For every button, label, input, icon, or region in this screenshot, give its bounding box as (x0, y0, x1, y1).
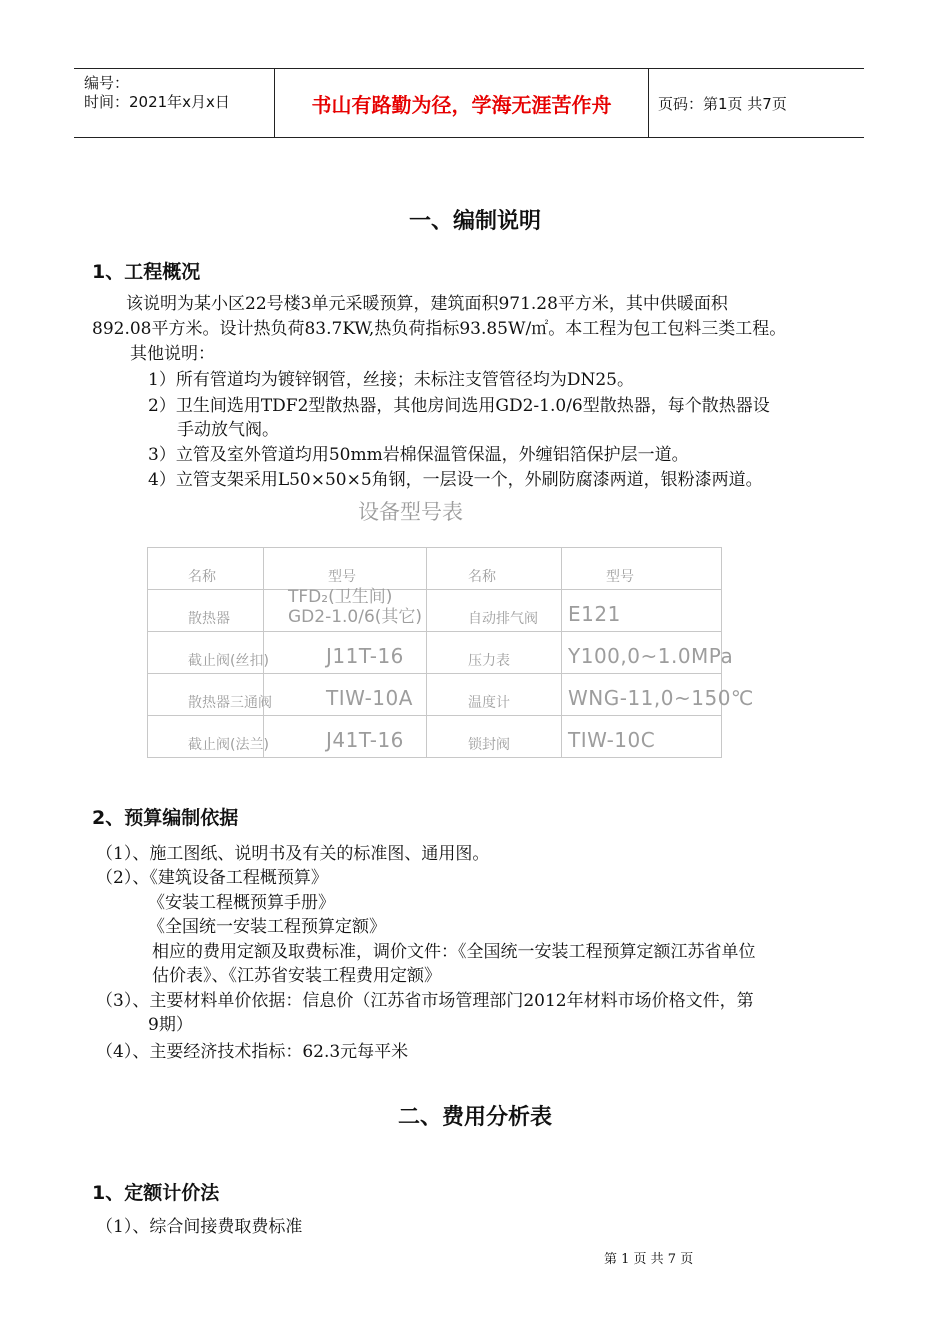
cell-name: 锁封阀 (468, 737, 510, 753)
equipment-table-title: 设备型号表 (358, 500, 463, 524)
subsection-title-quota: 1、定额计价法 (92, 1182, 220, 1204)
cell-model: J41T-16 (326, 728, 404, 752)
cell-name: 散热器 (188, 611, 230, 627)
basis-line: （3）、主要材料单价依据：信息价（江苏省市场管理部门2012年材料市场价格文件，第 (96, 991, 754, 1011)
cell-model: GD2-1.0/6(其它) (288, 607, 423, 627)
cell-model: TIW-10C (568, 728, 656, 752)
note-item-4: 4）立管支架采用L50×50×5角钢，一层设一个，外刷防腐漆两道，银粉漆两道。 (148, 470, 763, 490)
page-footer: 第 1 页 共 7 页 (604, 1252, 694, 1267)
cell-model: E121 (568, 602, 621, 626)
overview-para-line2: 892.08平方米。设计热负荷83.7KW,热负荷指标93.85W/㎡。本工程为包工包料三类工程。 (92, 319, 787, 339)
note-item-2: 2）卫生间选用TDF2型散热器，其他房间选用GD2-1.0/6型散热器，每个散热器设 (148, 396, 770, 416)
basis-line: （1）、施工图纸、说明书及有关的标准图、通用图。 (96, 844, 490, 864)
cell-name: 温度计 (468, 695, 510, 711)
basis-line: 《全国统一安装工程预算定额》 (148, 917, 386, 937)
basis-line: （4）、主要经济技术指标：62.3元每平米 (96, 1042, 409, 1062)
cell-name: 压力表 (468, 653, 510, 669)
quota-line: （1）、综合间接费取费标准 (96, 1217, 303, 1237)
cell-name: 散热器三通阀 (188, 695, 272, 711)
cell-model: WNG-11,0~150℃ (568, 686, 754, 710)
note-item-1: 1）所有管道均为镀锌钢管，丝接；未标注支管管径均为DN25。 (148, 370, 634, 390)
table-row (148, 715, 721, 757)
cell-name: 自动排气阀 (468, 611, 538, 627)
header-cell-model: 型号 (328, 569, 356, 585)
time-label: 时间：2021年x月x日 (84, 93, 230, 111)
header-cell-name: 名称 (188, 569, 216, 585)
table-row (148, 631, 734, 673)
basis-line: 9期） (148, 1015, 193, 1035)
section-title-2: 二、费用分析表 (397, 1105, 552, 1130)
cell-model: TIW-10A (326, 686, 413, 710)
cell-model: TFD₂(卫生间) (288, 587, 393, 607)
header-cell-model: 型号 (606, 569, 634, 585)
other-notes-label: 其他说明： (130, 344, 215, 364)
note-item-2-cont: 手动放气阀。 (177, 420, 279, 440)
basis-line: （2）、《建筑设备工程概预算》 (96, 868, 328, 888)
table-row (148, 673, 754, 715)
table-row (148, 589, 721, 631)
subsection-title-overview: 1、工程概况 (92, 261, 201, 283)
subsection-title-basis: 2、预算编制依据 (92, 807, 239, 829)
document-header (74, 68, 864, 138)
note-item-3: 3）立管及室外管道均用50mm岩棉保温管保温，外缠铝箔保护层一道。 (148, 445, 689, 465)
cell-name: 截止阀(丝扣) (188, 653, 269, 669)
number-label: 编号： (84, 74, 130, 92)
table-header-row (148, 548, 721, 589)
cell-model: J11T-16 (326, 644, 404, 668)
cell-name: 截止阀(法兰) (188, 737, 269, 753)
basis-line: 相应的费用定额及取费标准，调价文件：《全国统一安装工程预算定额江苏省单位 (152, 942, 756, 962)
header-cell-name: 名称 (468, 569, 496, 585)
section-title-1: 一、编制说明 (408, 209, 541, 234)
basis-line: 估价表》、《江苏省安装工程费用定额》 (152, 966, 441, 986)
header-page-info: 页码：第1页 共7页 (658, 94, 787, 113)
overview-para-line1: 该说明为某小区22号楼3单元采暖预算，建筑面积971.28平方米，其中供暖面积 (126, 294, 728, 314)
equipment-table (147, 547, 754, 758)
header-meta (74, 69, 275, 137)
basis-line: 《安装工程概预算手册》 (148, 893, 335, 913)
header-motto: 书山有路勤为径，学海无涯苦作舟 (275, 69, 649, 137)
cell-model: Y100,0~1.0MPa (568, 644, 734, 668)
